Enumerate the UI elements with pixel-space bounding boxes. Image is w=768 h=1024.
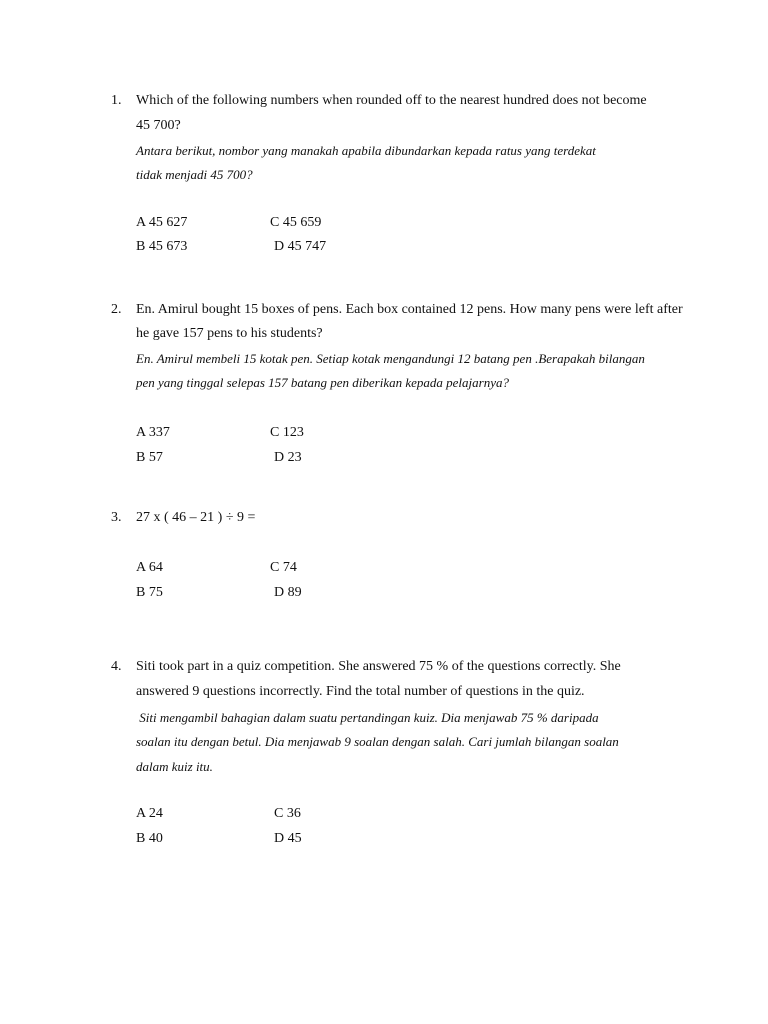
question-text-en: Which of the following numbers when rounded off to the nearest hundred does not become: [136, 93, 647, 108]
question-text-en: he gave 157 pens to his students?: [136, 326, 323, 341]
option-c[interactable]: C 74: [270, 560, 297, 575]
question-text-ms: Siti mengambil bahagian dalam suatu pertandingan kuiz. Dia menjawab 75 % daripada: [136, 710, 599, 725]
question-text-en: En. Amirul bought 15 boxes of pens. Each box contained 12 pens. How many pens were left after: [136, 302, 683, 317]
option-d[interactable]: D 45 747: [274, 239, 327, 254]
option-a[interactable]: A 64: [136, 560, 163, 575]
question-number: 3.: [111, 510, 122, 525]
question-text-ms: En. Amirul membeli 15 kotak pen. Setiap kotak mengandungi 12 batang pen .Berapakah bilangan: [136, 351, 645, 366]
option-b[interactable]: B 45 673: [136, 239, 188, 254]
option-d[interactable]: D 89: [274, 585, 302, 600]
question-text-ms: pen yang tinggal selepas 157 batang pen diberikan kepada pelajarnya?: [136, 375, 509, 390]
option-d[interactable]: D 45: [274, 831, 302, 846]
option-a[interactable]: A 24: [136, 806, 163, 821]
question-text-ms: soalan itu dengan betul. Dia menjawab 9 soalan dengan salah. Cari jumlah bilangan soalan: [136, 734, 619, 749]
option-b[interactable]: B 75: [136, 585, 163, 600]
option-b[interactable]: B 57: [136, 450, 163, 465]
option-b[interactable]: B 40: [136, 831, 163, 846]
option-d[interactable]: D 23: [274, 450, 302, 465]
question-number: 1.: [111, 93, 122, 108]
question-text-en: 45 700?: [136, 118, 181, 133]
option-c[interactable]: C 123: [270, 425, 304, 440]
question-text-en: Siti took part in a quiz competition. She answered 75 % of the questions correctly. She: [136, 659, 621, 674]
option-c[interactable]: C 45 659: [270, 215, 322, 230]
question-text-ms: tidak menjadi 45 700?: [136, 167, 253, 182]
question-text-ms: dalam kuiz itu.: [136, 759, 213, 774]
question-number: 4.: [111, 659, 122, 674]
option-a[interactable]: A 45 627: [136, 215, 188, 230]
question-text-en: answered 9 questions incorrectly. Find the total number of questions in the quiz.: [136, 684, 585, 699]
question-text-ms: Antara berikut, nombor yang manakah apabila dibundarkan kepada ratus yang terdekat: [136, 143, 596, 158]
option-c[interactable]: C 36: [274, 806, 301, 821]
question-number: 2.: [111, 302, 122, 317]
option-a[interactable]: A 337: [136, 425, 170, 440]
question-text-en: 27 x ( 46 – 21 ) ÷ 9 =: [136, 510, 256, 525]
